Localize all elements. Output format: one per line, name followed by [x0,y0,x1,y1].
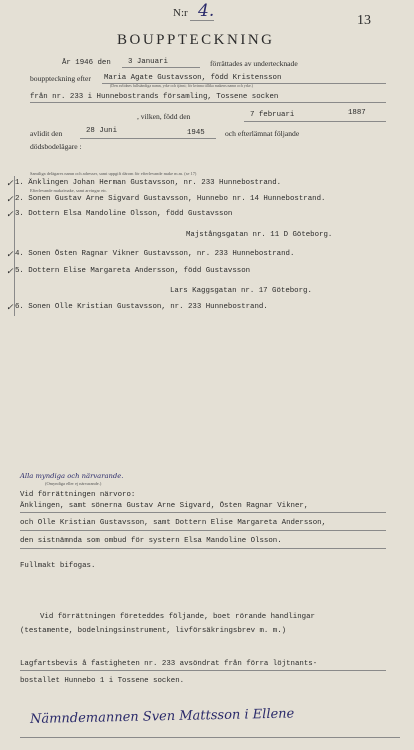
present-line-2: och Olle Kristian Gustavsson, samt Dottern Elise Margareta Andersson, [20,519,327,527]
check-mark-1: ✓ [6,179,14,189]
deceased-name: Maria Agate Gustavsson, född Kristensson [104,74,282,82]
documents-line-3: Lagfartsbevis å fastigheten nr. 233 avsöndrat från förra löjtnants- [20,660,318,668]
nr-label: N:r [173,7,188,19]
intro-note: (Den avlidnes fullständiga namn, yrke och tjänst; för kvinna tillika makens namn och yrke.) [110,84,253,88]
birth-year: 1887 [348,109,366,117]
heirs-margin-line [14,176,15,316]
intro-line-6: dödsbodelägare : [30,142,82,151]
documents-line-2: (testamente, bodelningsinstrument, livförsäkringsbrev m. m.) [20,627,287,635]
birth-underline [244,121,386,122]
check-mark-2: ✓ [6,195,14,205]
present-line-1: Änklingen, samt sönerna Gustav Arne Sigvard, Östen Ragnar Vikner, [20,502,309,510]
check-mark-6: ✓ [6,303,14,313]
death-underline [80,138,216,139]
intro-line-4: , vilken, född den [137,112,191,121]
check-mark-5: ✓ [6,267,14,277]
heir-3-address: Majstångsgatan nr. 11 D Göteborg. [186,231,333,239]
birth-date: 7 februari [250,111,295,119]
present-heading: Vid förrättningen närvoro: [20,491,136,499]
nr-value: 4. [198,1,215,21]
intro-date-1: 3 Januari [128,58,168,66]
heir-1-sub: Efterlevande maka/make, samt arvingar etc. [30,188,108,193]
page-number: 13 [357,13,371,28]
present-label-note: (Omyndiga eller ej närvarande.) [45,481,102,486]
intro-line-1a: År 1946 den [62,59,111,67]
heir-5-address: Lars Kaggsgatan nr. 17 Göteborg. [170,287,312,295]
intro-line-1b: förrättades av undertecknade [210,59,298,68]
check-mark-4: ✓ [6,250,14,260]
documents-line-1: Vid förrättningen företeddes följande, boet rörande handlingar [40,613,315,621]
check-mark-3: ✓ [6,210,14,220]
nr-underline [190,20,214,21]
death-date: 28 Juni [86,127,118,135]
parish-underline [30,102,386,103]
intro-line-2a: bouppteckning efter [30,74,91,83]
heir-2: 2. Sonen Gustav Arne Sigvard Gustavsson, Hunnebo nr. 14 Hunnebostrand. [15,195,326,203]
intro-line-5a: avlidit den [30,129,63,138]
present-rule-2 [20,530,386,531]
heir-5: 5. Dottern Elise Margareta Andersson, född Gustavsson [15,267,251,275]
intro-line-5b: och efterlämnat följande [225,129,300,138]
heir-1: 1. Änklingen Johan Herman Gustavsson, nr. 233 Hunnebostrand. [15,179,282,187]
intro-line-3: från nr. 233 i Hunnebostrands församling, Tossene socken [30,93,279,101]
date-underline [122,67,200,68]
heir-6: 6. Sonen Olle Kristian Gustavsson, nr. 233 Hunnebostrand. [15,303,268,311]
present-label-handwritten: Alla myndiga och närvarande. [20,472,124,480]
fullmakt-note: Fullmakt bifogas. [20,562,96,570]
death-year: 1945 [187,129,205,137]
documents-rule-1 [20,670,386,671]
heirs-note: Samtliga delägares namn och adresser, samt uppgift därom för efterlevande make m.m. (se 17) [30,171,197,176]
heir-3: 3. Dottern Elsa Mandoline Olsson, född Gustavsson [15,210,233,218]
present-rule-3 [20,548,386,549]
present-rule-1 [20,512,386,513]
documents-line-4: bostallet Hunnebo 1 i Tossene socken. [20,677,185,685]
signature: Nämndemannen Sven Mattsson i Ellene [29,706,295,727]
document-title: BOUPPTECKNING [117,32,275,48]
heir-4: 4. Sonen Östen Ragnar Vikner Gustavsson, nr. 233 Hunnebostrand. [15,250,295,258]
present-line-3: den sistnämnda som ombud för systern Elsa Mandoline Olsson. [20,537,282,545]
signature-rule [20,737,400,738]
